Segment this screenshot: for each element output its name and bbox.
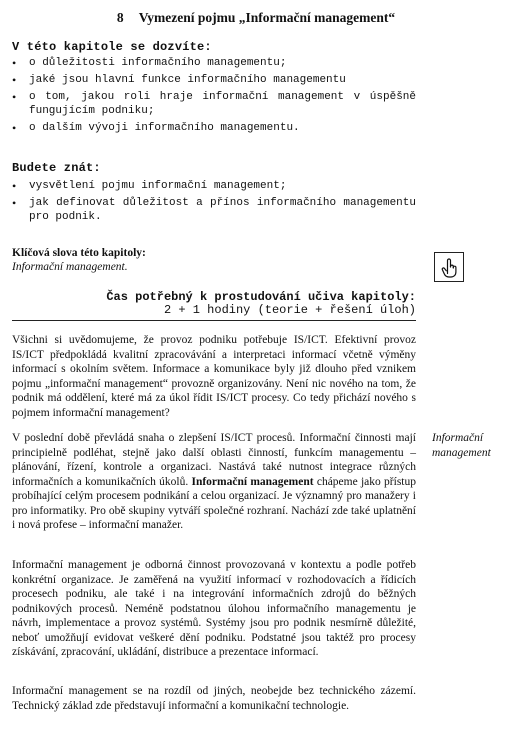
learn-list [12, 56, 416, 138]
list-item: • jaké jsou hlavní funkce informačního managementu [12, 73, 416, 87]
list-item: • o důležitosti informačního managementu; [12, 56, 416, 70]
divider [12, 320, 416, 321]
list-item: • vysvětlení pojmu informační management; [12, 179, 416, 193]
chapter-number: 8 [116, 10, 124, 25]
keywords-label: Klíčová slova této kapitoly: [12, 247, 146, 259]
paragraph-4: Informační management se na rozdíl od jiných, neobejde bez technického zázemí. Technický základ zde představují informační a komunikační technologie. [12, 685, 416, 712]
list-item: • jak definovat důležitost a přínos informačního managementu pro podnik. [12, 196, 416, 224]
chapter-title: Vymezení pojmu „Informační management“ [138, 10, 396, 25]
paragraph-3: Informační management je odborná činnost provozovaná v kontextu a podle potřeb konkrétní organizace. Je zaměřená na využití informací v rozhodovacích a řídicích procesech podniku, ale také i na integrování informačních zdrojů do běžných podnikových procesů. Neméně podstatnou úlohou informačního managementu je návrh, implementace a provoz systémů. Systémy jsou pro podnik nesmírně důležité, neboť umožňují evidovat veškeré dění podniku. Podstatné jsou taktéž pro procesy získávání, zpracování, ukládání, distribuce a prezentace informací. [12, 559, 416, 658]
pointing-hand-icon [434, 252, 464, 282]
list-item: • o tom, jakou roli hraje informační management v úspěšně fungujícím podniku; [12, 90, 416, 118]
learn-heading: V této kapitole se dozvíte: [12, 40, 212, 54]
know-heading: Budete znát: [12, 161, 101, 175]
paragraph-2: V poslední době převládá snaha o zlepšení IS/ICT procesů. Informační činnosti mají principielně podléhat, stejně jako další oblasti činností, funkcím managementu – plánování, řízení, kontrole a organizaci. Nastává také nutnost integrace různých informačních a komunikačních úkolů. Informační management chápeme jako přístup probíhající celým procesem podnikání a celou organizací. Je významný pro manažery i pro informatiky. Pro obě skupiny vytváří společné rozhraní. Nachází zde také uplatnění i nová profese – informační manažer. [12, 432, 416, 531]
list-item: • o dalším vývoji informačního managementu. [12, 121, 416, 135]
chapter-heading [0, 10, 512, 26]
keywords-value: Informační management. [12, 261, 128, 273]
study-time-label: Čas potřebný k prostudování učiva kapitoly: [106, 290, 416, 304]
know-list [12, 179, 416, 227]
paragraph-1: Všichni si uvědomujeme, že provoz podniku potřebuje IS/ICT. Efektivní provoz IS/ICT předpokládá kvalitní zpracovávání a interpretaci informací včetně výměny informací s okolním světem. Informace a komunikace byly již dlouho před vznikem pojmu „informační management“ provozně organizovány. Není nic nového na tom, že podnik má oddělení, které má za úkol řídit IS/ICT procesy. Co tedy přichází nového s pojmem informační management? [12, 334, 416, 419]
margin-note: Informační management [432, 432, 491, 459]
bold-term: Informační management [191, 475, 314, 488]
study-time-value: 2 + 1 hodiny (teorie + řešení úloh) [163, 303, 416, 317]
